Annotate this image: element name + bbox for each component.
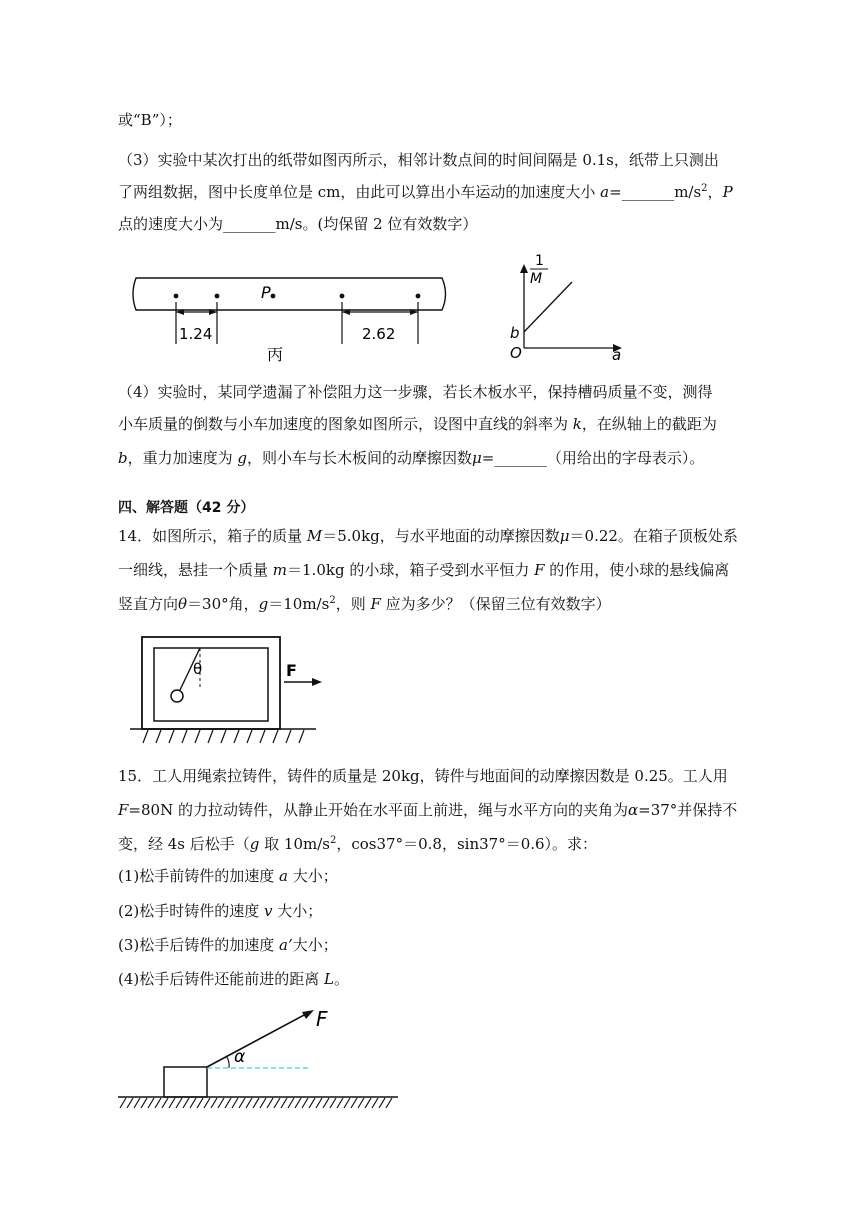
box-pendulum-figure <box>128 636 328 746</box>
ground-hatching <box>120 1098 392 1108</box>
outer-box <box>142 637 280 729</box>
q13-3-line1: （3）实验中某次打出的纸带如图丙所示，相邻计数点间的时间间隔是 0.1s，纸带上只测出 <box>118 151 719 169</box>
angle-arc <box>226 1056 229 1068</box>
tape-strip <box>133 278 446 310</box>
casting-block <box>164 1067 207 1097</box>
tape-dot-2 <box>215 294 220 299</box>
length-1-label: 1.24 <box>179 325 213 343</box>
q13-4-line2: 小车质量的倒数与小车加速度的图象如图所示，设图中直线的斜率为 k，在纵轴上的截距为 <box>118 415 717 433</box>
pendulum-ball <box>171 690 183 702</box>
q14-line3: 竖直方向θ＝30°角，$g=10m/s^2$，则 F 应为多少？（保留三位有效数字） <box>118 595 611 613</box>
point-p-label: P <box>261 283 271 302</box>
tape-dot-4 <box>416 294 421 299</box>
x-axis-label: a <box>612 346 622 364</box>
intercept-label: b <box>510 324 520 342</box>
q15-item-3: (3)松手后铸件的加速度 a’大小； <box>118 936 338 954</box>
q15-line2: F=80N 的力拉动铸件，从静止开始在水平面上前进，绳与水平方向的夹角为α=37°并保持不 <box>118 801 738 819</box>
q15-line1: 15．工人用绳索拉铸件，铸件的质量是 20kg，铸件与地面间的动摩擦因数是 0.25。工人用 <box>118 767 728 785</box>
q13-3-line2: 了两组数据，图中长度单位是 cm，由此可以算出小车运动的加速度大小 $a=\_\_\_\_\_\_\_m/s^2$，P <box>118 183 733 201</box>
q15-item-1: (1)松手前铸件的加速度 a 大小； <box>118 867 338 885</box>
q15-item-4: (4)松手后铸件还能前进的距离 L。 <box>118 970 350 988</box>
origin-label: O <box>510 344 522 362</box>
rope-pull-figure <box>114 1004 414 1114</box>
inverse-mass-graph <box>504 252 634 364</box>
angle-alpha-label: α <box>234 1047 246 1067</box>
q15-item-2: (2)松手时铸件的速度 v 大小； <box>118 902 323 920</box>
figure-caption: 丙 <box>267 345 284 364</box>
tape-dot-1 <box>174 294 179 299</box>
y-label-numerator: 1 <box>535 253 544 269</box>
section-title: 四、解答题（42 分） <box>118 500 255 516</box>
q15-line3: 变，经 4s 后松手（g 取 $10m/s^2$，cos37°＝0.8，sin37°＝0.6）。求： <box>118 835 598 853</box>
paper-tape-figure <box>130 268 460 370</box>
ground-hatching <box>143 730 304 743</box>
force-arrowhead <box>302 1010 314 1019</box>
continuation-text: 或“B”）； <box>118 111 182 129</box>
tape-dot-3 <box>340 294 345 299</box>
q13-3-line3: 点的速度大小为_______m/s。(均保留 2 位有效数字） <box>118 215 478 233</box>
graph-line <box>524 282 572 332</box>
q14-line2: 一细线，悬挂一个质量 m＝1.0kg 的小球，箱子受到水平恒力 F 的作用，使小球的悬线偏离 <box>118 561 730 579</box>
inner-box <box>154 648 268 721</box>
tape-dot-p <box>271 294 276 299</box>
q13-4-line3: b，重力加速度为 g，则小车与长木板间的动摩擦因数μ=_______（用给出的字母表示）。 <box>118 449 705 467</box>
rope-force-line <box>207 1014 306 1067</box>
force-f-label: F <box>316 1007 328 1031</box>
y-label-denominator: M <box>530 271 543 287</box>
q13-4-line1: （4）实验时，某同学遗漏了补偿阻力这一步骤，若长木板水平，保持槽码质量不变，测得 <box>118 383 713 401</box>
force-f-label: F <box>286 661 297 680</box>
q14-line1: 14．如图所示，箱子的质量 M＝5.0kg，与水平地面的动摩擦因数μ＝0.22。在箱子顶板处系 <box>118 527 738 545</box>
angle-theta-label: θ <box>193 660 203 678</box>
length-2-label: 2.62 <box>362 325 396 343</box>
